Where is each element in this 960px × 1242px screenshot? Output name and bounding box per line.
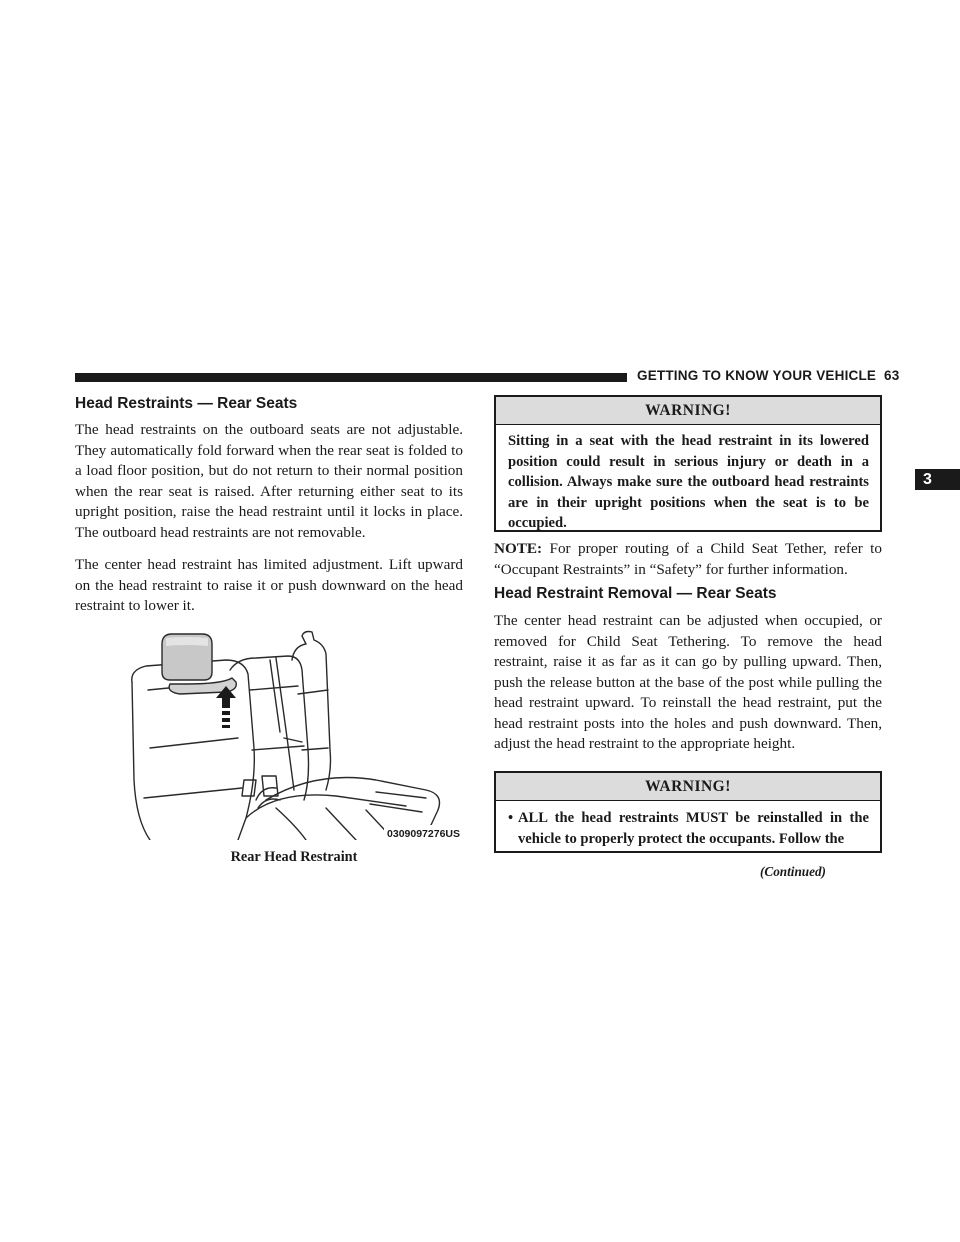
figure-caption: Rear Head Restraint [230, 849, 358, 865]
header-rule [75, 373, 627, 382]
list-item [508, 808, 869, 849]
warning-title: WARNING! [496, 397, 880, 425]
rear-head-restraint-illustration [126, 630, 462, 840]
section-heading-head-restraints: Head Restraints — Rear Seats [75, 395, 298, 412]
warning-title: WARNING! [496, 773, 880, 801]
warning-bullet-list [496, 801, 880, 849]
note-label: NOTE: [494, 540, 543, 557]
bullet-icon: • [508, 810, 514, 826]
page-number: 63 [884, 368, 900, 383]
continued-label: (Continued) [760, 864, 826, 879]
warning-box-lowered-position [494, 395, 882, 532]
paragraph-center-restraint: The center head restraint has limited adjustment. Lift upward on the head restraint to raise it or push downward on the head restraint to lower it. [75, 556, 463, 614]
header-section-title: GETTING TO KNOW YOUR VEHICLE [637, 368, 877, 383]
note-child-seat-tether [494, 539, 882, 580]
warning-text: Sitting in a seat with the head restraint in its lowered position could result in serious injury or death in a collision. Always make sure the outboard head restraints are in their upright positions when the seat is to be occupied. [508, 433, 869, 531]
warning-box-reinstall [494, 771, 882, 853]
warning-bullet-text: ALL the head restraints MUST be reinstalled in the vehicle to properly protect the occupants. Follow the [518, 810, 869, 847]
running-header [637, 368, 899, 383]
paragraph-outboard-restraints: The head restraints on the outboard seats are not adjustable. They automatically fold forward when the rear seat is folded to a load floor position, but do not return to their normal position when the rear seat is raised. After returning either seat to its upright position, raise the head restraint until it locks in place. The outboard head restraints are not removable. [75, 421, 463, 541]
chapter-tab[interactable]: 3 [915, 469, 960, 490]
paragraph-restraint-removal: The center head restraint can be adjusted when occupied, or removed for Child Seat Tethering. To remove the head restraint, raise it as far as it can go by pulling upward. Then, push the release button at the base of the post while pulling the head restraint upward. To reinstall the head restraint, put the head restraint posts into the holes and push downward. Then, adjust the head restraint to the appropriate height. [494, 612, 882, 752]
rear-seat-drawing [126, 630, 462, 840]
note-text: For proper routing of a Child Seat Tether, refer to “Occupant Restraints” in “Safety” for further information. [494, 540, 882, 578]
section-heading-restraint-removal: Head Restraint Removal — Rear Seats [494, 585, 777, 602]
figure-code: 0309097276US [387, 828, 460, 840]
